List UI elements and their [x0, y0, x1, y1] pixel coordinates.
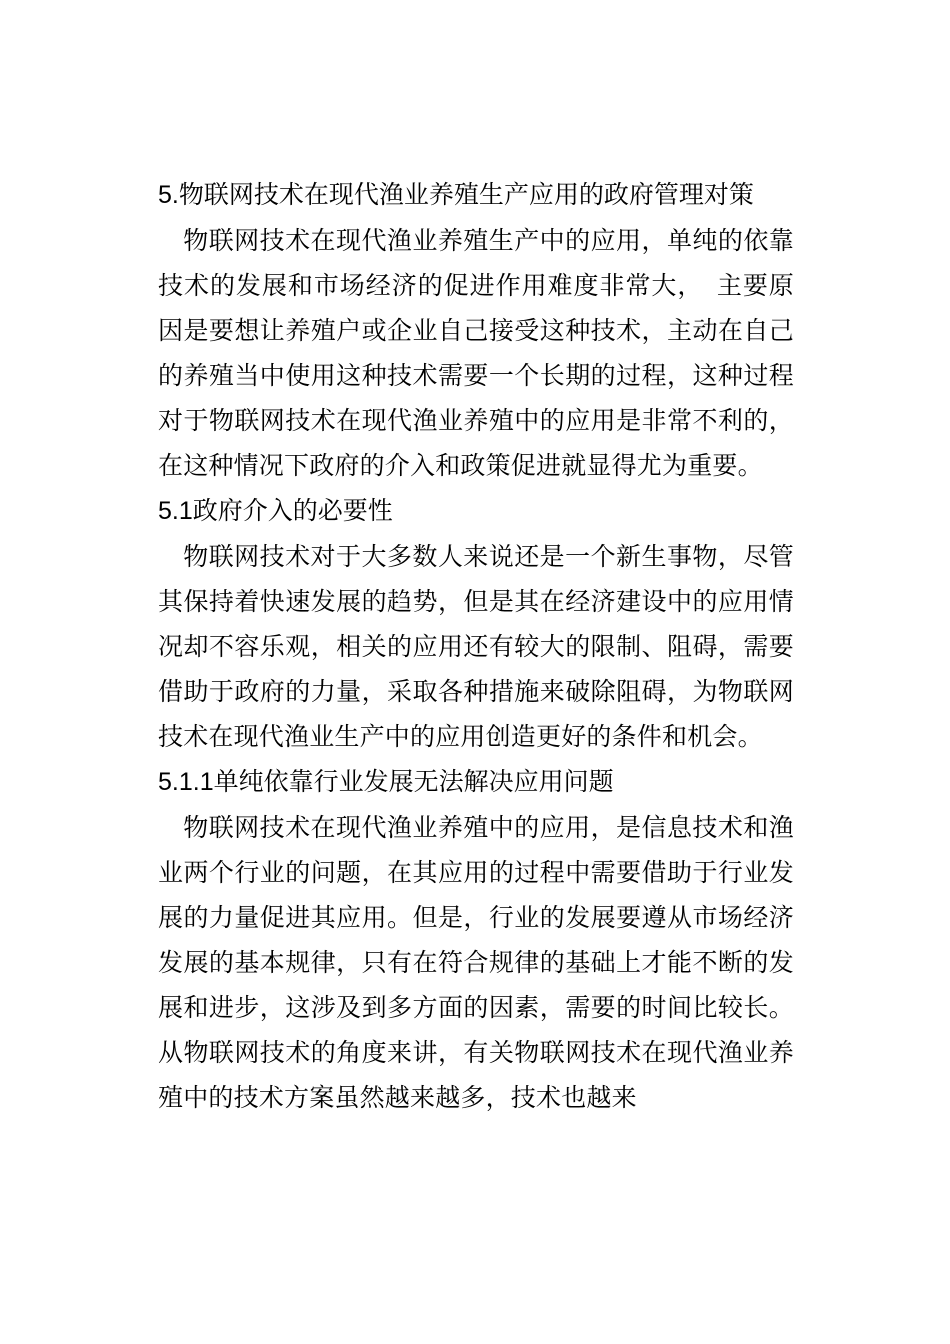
- section-heading-5-1: [158, 488, 794, 534]
- section-number: 5.: [158, 181, 179, 209]
- section-title: 政府介入的必要性: [192, 496, 393, 525]
- section-title: 单纯依靠行业发展无法解决应用问题: [213, 767, 614, 796]
- section-heading-5-1-1: [158, 759, 794, 805]
- paragraph-text: 物联网技术对于大多数人来说还是一个新生事物，尽管其保持着快速发展的趋势，但是其在经济建设中的应用情况却不容乐观，相关的应用还有较大的限制、阻碍，需要借助于政府的力量，采取各种措施来破除阻碍，为物联网技术在现代渔业生产中的应用创造更好的条件和机会。: [158, 542, 794, 751]
- section-number: 5.1.1: [158, 768, 214, 796]
- document-body: [158, 172, 794, 1120]
- section-number: 5.1: [158, 497, 193, 525]
- paragraph-text: 物联网技术在现代渔业养殖中的应用，是信息技术和渔业两个行业的问题，在其应用的过程中需要借助于行业发展的力量促进其应用。但是，行业的发展要遵从市场经济发展的基本规律，只有在符合规律的基础上才能不断的发展和进步，这涉及到多方面的因素，需要的时间比较长。从物联网技术的角度来讲，有关物联网技术在现代渔业养殖中的技术方案虽然越来越多，技术也越来: [158, 813, 794, 1112]
- paragraph: [158, 534, 794, 759]
- paragraph: [158, 805, 794, 1120]
- paragraph: [158, 218, 794, 488]
- paragraph-text: 物联网技术在现代渔业养殖生产中的应用，单纯的依靠技术的发展和市场经济的促进作用难度非常大， 主要原因是要想让养殖户或企业自己接受这种技术，主动在自己的养殖当中使用这种技术需要一个长期的过程，这种过程对于物联网技术在现代渔业养殖中的应用是非常不利的，在这种情况下政府的介入和政策促进就显得尤为重要。: [158, 226, 794, 480]
- section-title: 物联网技术在现代渔业养殖生产应用的政府管理对策: [178, 180, 754, 209]
- section-heading-5: [158, 172, 794, 218]
